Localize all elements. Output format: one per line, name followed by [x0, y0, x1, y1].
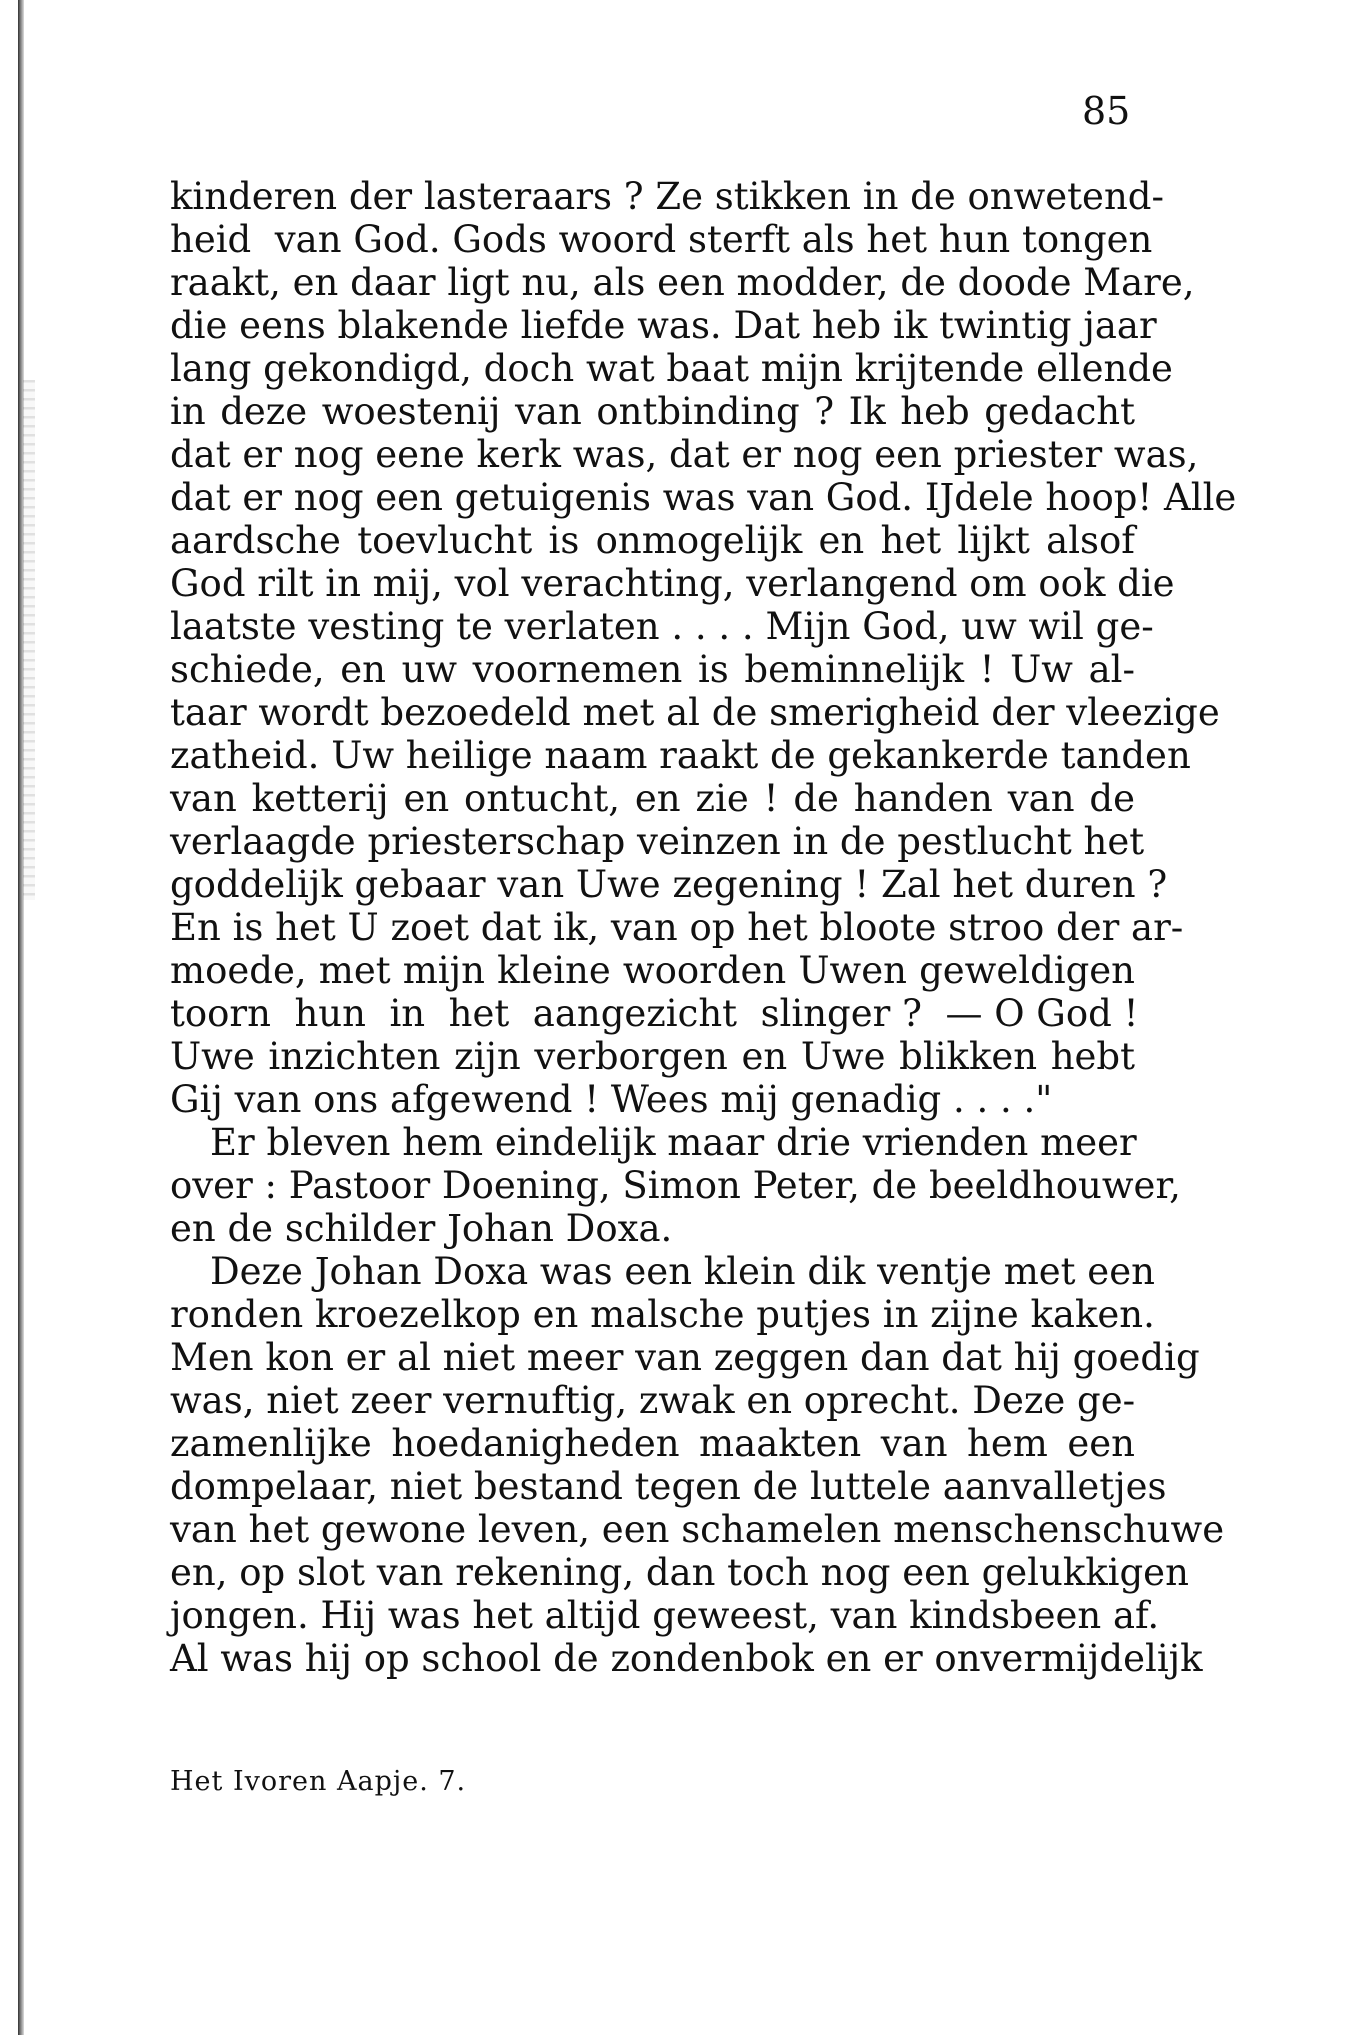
footer-signature: Het Ivoren Aapje. 7.	[170, 1766, 467, 1797]
text-line: taar wordt bezoedeld met al de smerigheid der vleezige	[170, 691, 1220, 734]
text-line: raakt, en daar ligt nu, als een modder, de doode Mare,	[170, 261, 1195, 304]
text-line: van ketterij en ontucht, en zie ! de handen van de	[170, 777, 1135, 820]
text-line: laatste vesting te verlaten . . . . Mijn God, uw wil ge-	[170, 605, 1154, 648]
text-line: God rilt in mij, vol verachting, verlangend om ook die	[170, 562, 1175, 605]
text-line: jongen. Hij was het altijd geweest, van kindsbeen af.	[170, 1594, 1160, 1637]
text-line: Deze Johan Doxa was een klein dik ventje met een	[210, 1250, 1155, 1293]
text-line: Al was hij op school de zondenbok en er onvermijdelijk	[170, 1637, 1203, 1680]
text-line: en, op slot van rekening, dan toch nog een gelukkigen	[170, 1551, 1189, 1594]
text-line: schiede, en uw voornemen is beminnelijk ! Uw al-	[170, 648, 1135, 691]
text-line: toorn hun in het aangezicht slinger ? — O God !	[170, 992, 1139, 1035]
text-line: zatheid. Uw heilige naam raakt de gekankerde tanden	[170, 734, 1191, 777]
scan-edge-shadow	[18, 0, 24, 2035]
text-line: ronden kroezelkop en malsche putjes in zijne kaken.	[170, 1293, 1155, 1336]
text-line: was, niet zeer vernuftig, zwak en oprecht. Deze ge-	[170, 1379, 1136, 1422]
text-line: zamenlijke hoedanigheden maakten van hem een	[170, 1422, 1135, 1465]
text-line: En is het U zoet dat ik, van op het bloote stroo der ar-	[170, 906, 1184, 949]
text-line: die eens blakende liefde was. Dat heb ik twintig jaar	[170, 304, 1157, 347]
page-body	[170, 175, 1237, 1680]
text-line: Gij van ons afgewend ! Wees mij genadig . . . ."	[170, 1078, 1053, 1121]
text-line: aardsche toevlucht is onmogelijk en het lijkt alsof	[170, 519, 1135, 562]
scan-noise-marks	[23, 380, 35, 900]
text-line: en de schilder Johan Doxa.	[170, 1207, 673, 1250]
text-line: heid van God. Gods woord sterft als het hun tongen	[170, 218, 1153, 261]
text-line: goddelijk gebaar van Uwe zegening ! Zal het duren ?	[170, 863, 1168, 906]
text-line: Er bleven hem eindelijk maar drie vrienden meer	[210, 1121, 1137, 1164]
text-line: verlaagde priesterschap veinzen in de pestlucht het	[170, 820, 1145, 863]
text-line: over : Pastoor Doening, Simon Peter, de beeldhouwer,	[170, 1164, 1181, 1207]
text-line: moede, met mijn kleine woorden Uwen geweldigen	[170, 949, 1135, 992]
text-line: dompelaar, niet bestand tegen de luttele aanvalletjes	[170, 1465, 1167, 1508]
text-line: dat er nog een getuigenis was van God. IJdele hoop! Alle	[170, 476, 1237, 519]
text-line: Uwe inzichten zijn verborgen en Uwe blikken hebt	[170, 1035, 1135, 1078]
text-line: Men kon er al niet meer van zeggen dan dat hij goedig	[170, 1336, 1200, 1379]
page-number: 85	[1082, 89, 1131, 133]
text-line: dat er nog eene kerk was, dat er nog een priester was,	[170, 433, 1199, 476]
text-line: lang gekondigd, doch wat baat mijn krijtende ellende	[170, 347, 1173, 390]
text-line: kinderen der lasteraars ? Ze stikken in de onwetend-	[170, 175, 1164, 218]
text-line: in deze woestenij van ontbinding ? Ik heb gedacht	[170, 390, 1135, 433]
text-line: van het gewone leven, een schamelen menschenschuwe	[170, 1508, 1225, 1551]
